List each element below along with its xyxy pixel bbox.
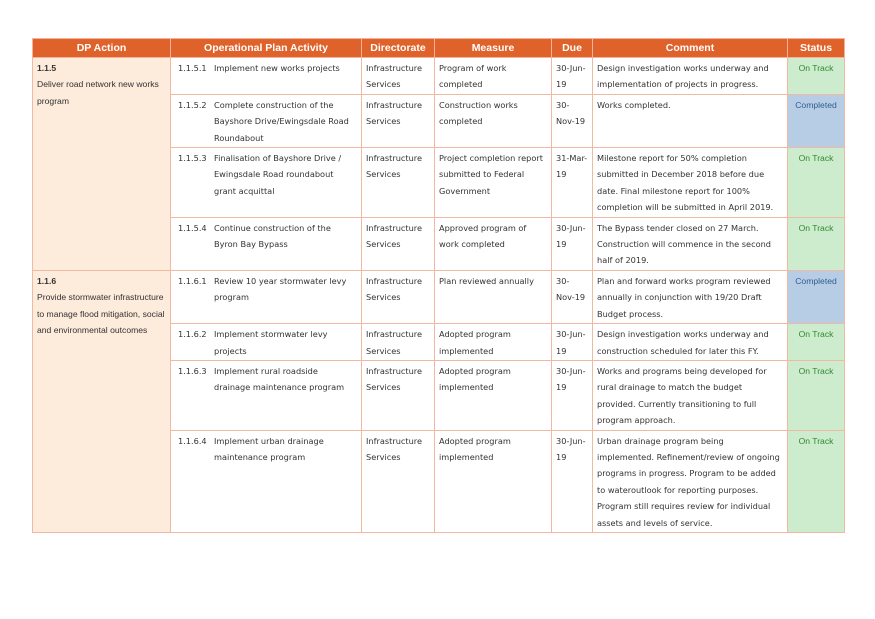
measure-cell: Program of work completed [435,58,552,95]
due-cell: 30-Jun-19 [552,217,593,270]
measure-cell: Plan reviewed annually [435,270,552,323]
col-header-directorate: Directorate [362,39,435,58]
directorate-cell: Infrastructure Services [362,360,435,430]
col-header-dp-action: DP Action [33,39,171,58]
comment-cell: The Bypass tender closed on 27 March. Construction will commence in the second half of 2019. [593,217,788,270]
activity-cell [171,360,362,430]
comment-cell: Urban drainage program being implemented. Refinement/review of ongoing programs in progress. Program to be added to wateroutlook for reporting purposes. Program still requires review for individual assets and levels of service. [593,430,788,532]
col-header-due: Due [552,39,593,58]
due-cell: 30-Jun-19 [552,430,593,532]
measure-cell: Construction works completed [435,94,552,147]
status-badge: Completed [788,94,845,147]
activity-text: Implement rural roadside drainage maintenance program [214,365,345,393]
activity-number: 1.1.5.1 [178,63,207,73]
activity-cell [171,430,362,532]
status-badge: Completed [788,270,845,323]
directorate-cell: Infrastructure Services [362,430,435,532]
status-badge: On Track [788,360,845,430]
activity-cell [171,58,362,95]
table-row [33,58,845,95]
comment-cell: Design investigation works underway and implementation of projects in progress. [593,58,788,95]
activity-text: Continue construction of the Byron Bay Bypass [214,222,331,250]
directorate-cell: Infrastructure Services [362,58,435,95]
dp-action-title: Provide stormwater infrastructure to manage flood mitigation, social and environmental outcomes [37,292,165,336]
activity-text: Implement stormwater levy projects [214,329,328,356]
status-badge: On Track [788,430,845,532]
directorate-cell: Infrastructure Services [362,148,435,218]
directorate-cell: Infrastructure Services [362,324,435,361]
activity-cell [171,270,362,323]
directorate-cell: Infrastructure Services [362,270,435,323]
status-badge: On Track [788,324,845,361]
due-cell: 31-Mar-19 [552,148,593,218]
comment-cell: Design investigation works underway and construction scheduled for later this FY. [593,324,788,361]
table-header-row [33,39,845,58]
status-badge: On Track [788,58,845,95]
due-cell: 30-Nov-19 [552,270,593,323]
dp-action-code: 1.1.5 [37,63,57,73]
col-header-activity: Operational Plan Activity [171,39,362,58]
activity-text: Review 10 year stormwater levy program [214,275,347,303]
activity-cell [171,324,362,361]
activity-text: Implement urban drainage maintenance program [214,435,324,462]
col-header-measure: Measure [435,39,552,58]
activity-number: 1.1.5.2 [178,99,207,110]
directorate-cell: Infrastructure Services [362,217,435,270]
comment-cell: Plan and forward works program reviewed annually in conjunction with 19/20 Draft Budget process. [593,270,788,323]
activity-number: 1.1.6.3 [178,365,207,376]
due-cell: 30-Jun-19 [552,58,593,95]
operational-plan-table [32,38,845,533]
activity-number: 1.1.5.4 [178,222,207,233]
measure-cell: Approved program of work completed [435,217,552,270]
dp-action-cell [33,58,171,271]
dp-action-cell [33,270,171,532]
activity-text: Complete construction of the Bayshore Drive/Ewingsdale Road Roundabout [214,99,349,143]
comment-cell: Milestone report for 50% completion submitted in December 2018 before due date. Final milestone report for 100% completion will be submitted in April 2019. [593,148,788,218]
directorate-cell: Infrastructure Services [362,94,435,147]
dp-action-title: Deliver road network new works program [37,79,159,106]
table-body [33,58,845,533]
activity-number: 1.1.5.3 [178,153,207,164]
activity-cell [171,217,362,270]
comment-cell: Works and programs being developed for rural drainage to match the budget provided. Currently transitioning to full program approach. [593,360,788,430]
activity-cell [171,94,362,147]
col-header-comment: Comment [593,39,788,58]
activity-number: 1.1.6.1 [178,275,207,286]
activity-text: Finalisation of Bayshore Drive / Ewingsdale Road roundabout grant acquittal [214,153,342,196]
comment-cell: Works completed. [593,94,788,147]
table-row [33,270,845,323]
due-cell: 30-Jun-19 [552,324,593,361]
activity-number: 1.1.6.4 [178,435,207,446]
activity-cell [171,148,362,218]
measure-cell: Adopted program implemented [435,324,552,361]
measure-cell: Project completion report submitted to Federal Government [435,148,552,218]
dp-action-code: 1.1.6 [37,275,57,286]
due-cell: 30-Nov-19 [552,94,593,147]
activity-number: 1.1.6.2 [178,329,207,340]
status-badge: On Track [788,148,845,218]
due-cell: 30-Jun-19 [552,360,593,430]
measure-cell: Adopted program implemented [435,360,552,430]
measure-cell: Adopted program implemented [435,430,552,532]
status-badge: On Track [788,217,845,270]
activity-text: Implement new works projects [214,63,340,73]
col-header-status: Status [788,39,845,58]
